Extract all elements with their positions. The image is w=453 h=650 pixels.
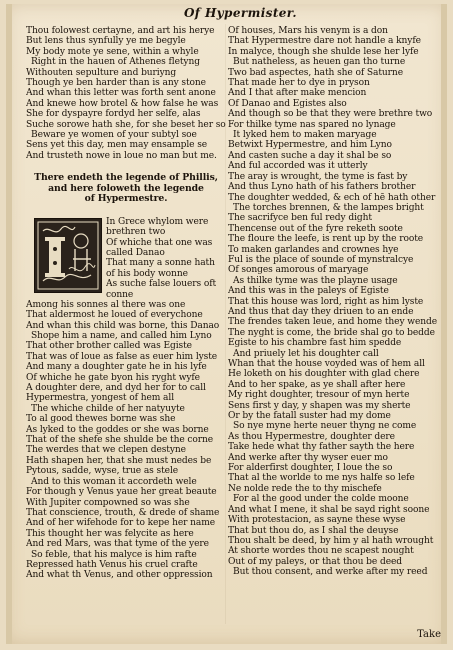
text-line: There endeth the legende of Phillis, (34, 173, 218, 184)
text-line: Suche sorowe hath she, for she beset her so (26, 119, 226, 130)
text-line: And many a doughter gate he in his lyfe (26, 362, 207, 373)
text-line: That conscience, trouth, & drede of shame (26, 507, 220, 518)
text-line: And to this woman it accordeth wele (31, 476, 197, 487)
text-line: The sacrifyce ben ful redy dight (228, 213, 372, 224)
text-line: In malyce, though she shulde lese her lyfe (228, 46, 419, 57)
text-line: That other brother called was Egiste (26, 341, 192, 352)
text-line: That many a sonne hath (106, 258, 215, 269)
catchword: Take (417, 629, 441, 640)
text-line: It lyked hem to maken maryage (233, 130, 377, 141)
text-line: But lens thus synfully ye me begyle (26, 36, 186, 47)
text-line: That this house was lord, right as him lyste (228, 296, 424, 307)
text-line: and here foloweth the legende (48, 183, 204, 194)
text-line: Two bad aspectes, hath she of Saturne (228, 67, 403, 78)
text-line: With protestacion, as sayne these wyse (228, 515, 406, 526)
text-line: Right in the hauen of Athenes fletyng (31, 57, 200, 68)
text-line: That but thou do, as I shal the deuyse (228, 525, 399, 536)
text-line: At shorte wordes thou ne scapest nought (228, 546, 414, 557)
text-line: And trusteth nowe in loue no man but me. (26, 150, 217, 161)
text-line: Withouten sepulture and buriyng (26, 67, 177, 78)
text-line: That al the worlde to me nys halfe so lefe (228, 473, 415, 484)
text-line: Among his sonnes al there was one (26, 299, 186, 310)
text-line: Of songes amorous of maryage (228, 265, 369, 276)
text-line: For though y Venus yaue her great beaute (26, 487, 217, 498)
text-line: Sens first y day, y shapen was my sherte (228, 400, 411, 411)
text-line: And casten suche a day it shal be so (228, 150, 392, 161)
text-line: conne (106, 289, 134, 300)
text-line: With Jupiter compowned so was she (26, 497, 190, 508)
text-line: Thou folowest certayne, and art his herye (26, 26, 215, 36)
text-line: That Hypermestre dare not handle a knyfe (228, 36, 421, 47)
text-line: Repressed hath Venus his cruel crafte (26, 559, 198, 570)
text-line: Pytous, sadde, wyse, true as stele (26, 466, 179, 477)
text-line: Thencense out of the fyre reketh soote (228, 223, 403, 234)
text-line: Or by the fatall suster had my dome (228, 411, 391, 422)
left-column (26, 26, 226, 581)
text-line: As thilke tyme was the playne usage (233, 275, 398, 286)
text-line: Shope him a name, and called him Lyno (31, 331, 212, 341)
book-page (6, 4, 447, 644)
text-line: So nye myne herte neuer thyng ne come (233, 421, 417, 432)
text-line: She for dyspayre fordyd her selfe, alas (26, 109, 201, 120)
text-line: Egiste to his chambre fast him spedde (228, 338, 402, 349)
right-column (228, 26, 442, 578)
text-line: The werdes that we clepen destyne (26, 445, 186, 456)
text-line: The torches brennen, & the lampes bright (233, 202, 424, 213)
text-line: And red Mars, was that tyme of the yere (26, 539, 209, 550)
text-line: called Danao (106, 248, 165, 258)
text-line: Of whiche he gate byon his ryght wyfe (26, 372, 200, 383)
historiated-initial-i-icon (34, 218, 102, 293)
text-line: Of whiche that one was (106, 237, 213, 248)
section-gap (26, 205, 226, 217)
page-edge-left (6, 4, 12, 644)
text-line: Hypermestra, yongest of hem all (26, 393, 174, 404)
text-line: He loketh on his doughter with glad chere (228, 369, 420, 380)
text-line: Of houses, Mars his venym is a don (228, 26, 388, 36)
text-line: This thought her was felycite as here (26, 528, 194, 539)
text-line: Betwixt Hypermestre, and him Lyno (228, 140, 392, 151)
text-line: Beware ye women of your subtyl soe (31, 130, 197, 141)
text-line: And werke after thy wyser euer mo (228, 452, 388, 463)
text-line: Whan that the house voyded was of hem all (228, 359, 425, 369)
text-line: For al the good under the colde moone (233, 494, 409, 505)
text-line: That of the shefe she shulde be the corne (26, 435, 214, 446)
text-line: For alderfirst doughter, I loue the so (228, 463, 393, 474)
text-line: And what th Venus, and other oppression (26, 570, 213, 581)
text-line: The floure the leefe, is rent up by the roote (228, 234, 424, 245)
text-line: But thou consent, and werke after my reed (233, 567, 428, 578)
text-line: So feble, that his malyce is him rafte (31, 549, 197, 560)
text-line: My body mote ye sene, within a whyle (26, 46, 199, 57)
text-line: The frendes taken leue, and home they wende (228, 317, 437, 328)
text-line: brethren two (106, 227, 166, 238)
running-header: Of Hypermister. (183, 6, 297, 20)
text-line: Hath shapen her, that she must nedes be (26, 455, 212, 466)
text-line: A doughter dere, and dyd her for to call (26, 383, 206, 394)
text-line: The aray is wrought, the tyme is fast by (228, 171, 408, 182)
text-beside-initial (106, 217, 216, 300)
text-line: The doughter wedded, & ech of hē hath other (228, 192, 436, 203)
left-body-lines (26, 300, 219, 581)
text-line: And ful accorded was it utterly (228, 161, 368, 172)
text-line: And this was in the paleys of Egiste (228, 286, 389, 297)
left-top-lines (26, 26, 226, 161)
text-line: And to her spake, as ye shall after here (228, 379, 406, 390)
text-line: For thilke tyme nas spared no lynage (228, 119, 396, 130)
text-line: And thus that day they driuen to an ende (228, 306, 414, 317)
text-line: That made her to dye in pryson (228, 78, 370, 89)
text-line: And priuely let his doughter call (233, 348, 379, 359)
text-line: Ful is the place of sounde of mynstralcye (228, 254, 414, 265)
text-line: As suche false louers oft (106, 279, 217, 290)
text-line: But natheless, as heuen gan tho turne (233, 57, 406, 68)
section-gap (26, 161, 226, 173)
text-line: And thus Lyno hath of his fathers brother (228, 182, 416, 193)
text-line: Of Danao and Egistes also (228, 98, 347, 109)
text-line: And whan this letter was forth sent anone (26, 88, 216, 99)
text-line: And though so be that they were brethre two (228, 109, 433, 120)
text-line: And I that after make mencion (228, 88, 367, 99)
text-line: Take hede what thy father sayth the here (228, 442, 415, 453)
text-line: As lyked to the goddes or she was borne (26, 424, 209, 435)
text-line: Though ye ben harder than is any stone (26, 78, 206, 89)
text-line: In Grece whylom were (106, 216, 209, 227)
text-line: And of her wifehode for to kepe her name (26, 518, 216, 529)
text-line: Out of my paleys, or that thou be deed (228, 556, 402, 567)
text-line: The whiche childe of her natyuyte (31, 403, 185, 414)
text-line: Ne nolde rede the to thy mischefe (228, 483, 382, 494)
decorated-initial-block (26, 216, 226, 581)
text-line: And knewe how brotel & how false he was (26, 98, 219, 109)
text-line: Sens yet this day, men may ensample se (26, 140, 208, 151)
text-line: That was of loue as false as euer him lyste (26, 351, 218, 362)
text-line: And what I mene, it shal be sayd right soone (228, 504, 430, 515)
text-line: The nyght is come, the bride shal go to bedde (228, 327, 435, 338)
text-line: My right doughter, tresour of myn herte (228, 390, 410, 401)
legend-heading (26, 173, 226, 205)
text-line: To maken garlandes and crownes hye (228, 244, 399, 255)
text-line: And whan this child was borne, this Danao (26, 320, 220, 331)
text-line: of his body wonne (106, 268, 188, 279)
text-line: of Hypermestre. (84, 194, 168, 205)
text-line: To al good thewes borne was she (26, 414, 176, 425)
text-line: Thou shalt be deed, by him y al hath wrought (228, 535, 434, 546)
text-line: That aldermost he loued of everychone (26, 310, 203, 321)
text-line: As thou Hypermestre, doughter dere (228, 431, 395, 442)
